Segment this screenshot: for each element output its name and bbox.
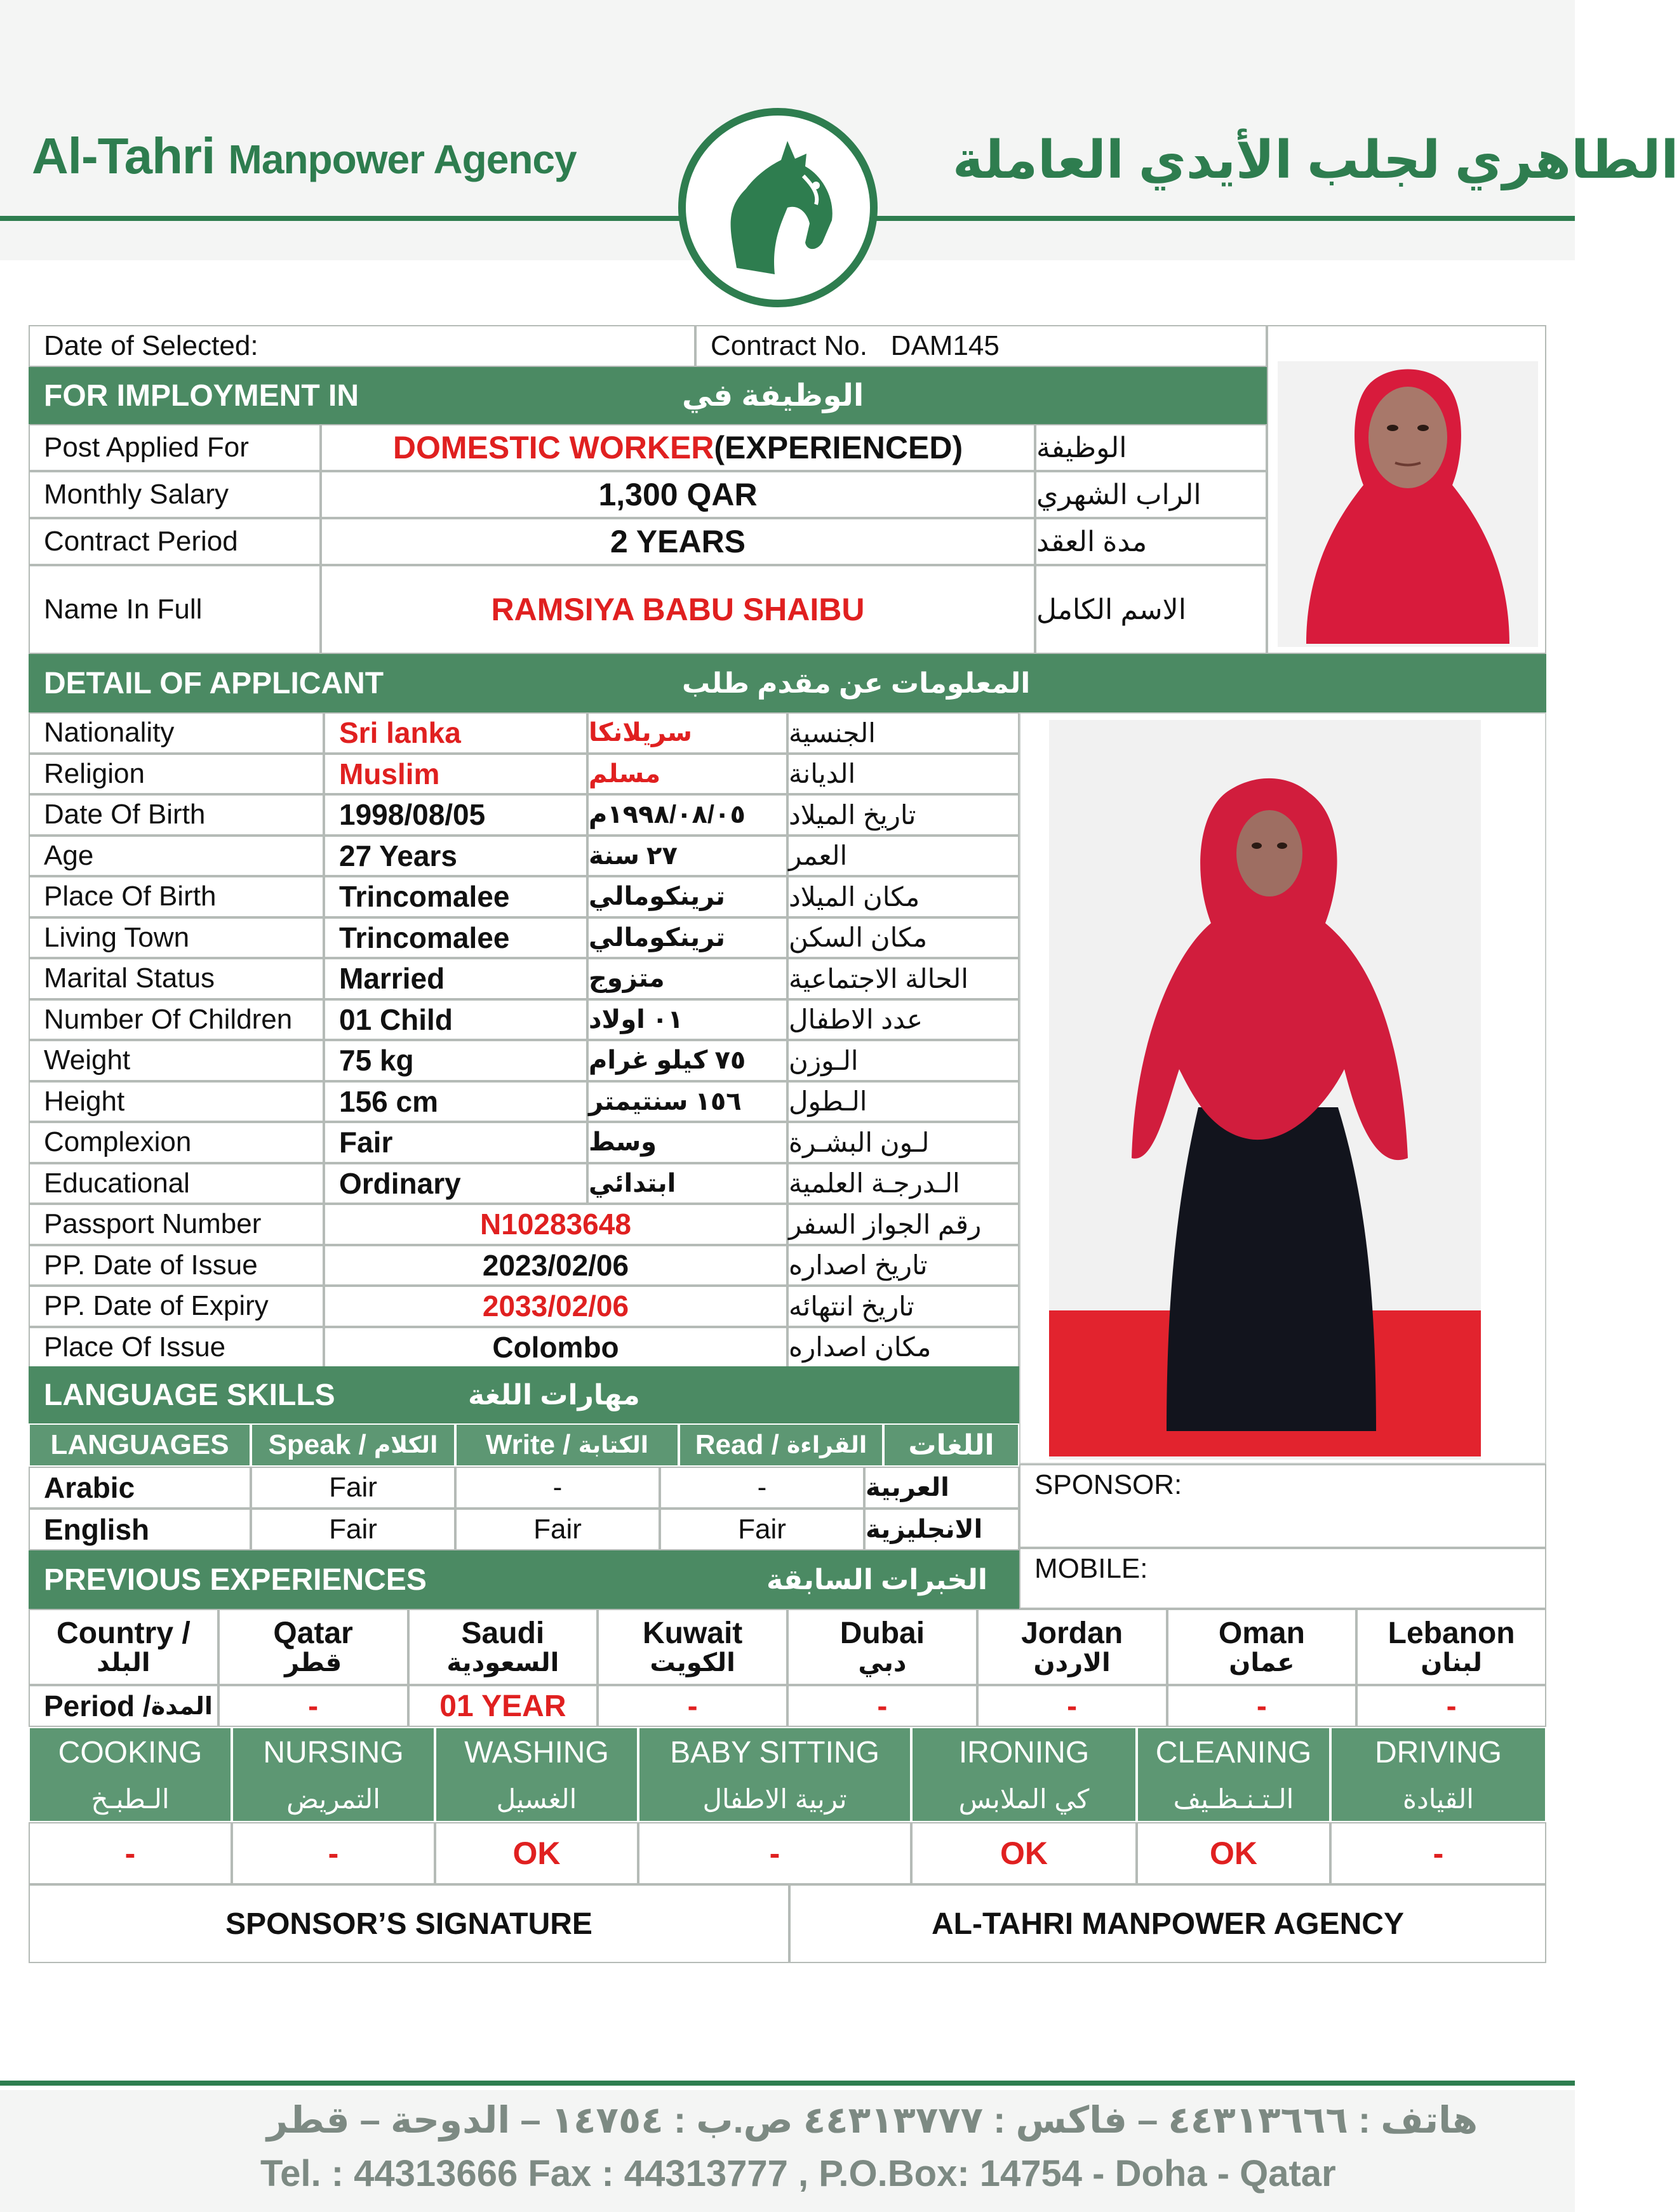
applicant-value-ar: ٠١ اولاد xyxy=(587,999,787,1041)
header-rule-left xyxy=(0,216,683,221)
applicant-value-ar: ترينكومالي xyxy=(587,876,787,917)
horse-logo-icon xyxy=(678,108,878,307)
skill-header: NURSING التمريض xyxy=(232,1727,435,1822)
applicant-label-ar: لـون البشـرة xyxy=(787,1122,1019,1163)
period-value: - xyxy=(218,1685,408,1727)
applicant-label: Height xyxy=(29,1081,324,1123)
applicant-value: Married xyxy=(324,958,587,999)
language-speak: Fair xyxy=(251,1467,455,1509)
skill-value: - xyxy=(232,1822,435,1884)
full-body-photo xyxy=(1020,714,1545,1463)
full-photo-frame xyxy=(1019,712,1546,1464)
language-write: Fair xyxy=(455,1509,660,1550)
applicant-value: 01 Child xyxy=(324,999,587,1041)
passport-label-ar: رقم الجواز السفر xyxy=(787,1204,1019,1245)
passport-label-ar: مكان اصداره xyxy=(787,1327,1019,1368)
applicant-label: Marital Status xyxy=(29,958,324,999)
applicant-label-ar: مكان الميلاد xyxy=(787,876,1019,917)
passport-label-ar: تاريخ انتهائه xyxy=(787,1286,1019,1327)
applicant-label: Living Town xyxy=(29,917,324,959)
passport-label: PP. Date of Expiry xyxy=(29,1286,324,1327)
skill-value: OK xyxy=(1137,1822,1330,1884)
passport-value: 2033/02/06 xyxy=(324,1286,787,1327)
contract-period-label-ar: مدة العقد xyxy=(1035,518,1267,565)
experience-title-ar: الخبرات السابقة xyxy=(765,1550,1019,1609)
sponsor-field: SPONSOR: xyxy=(1019,1464,1546,1548)
employment-title-ar: الوظيفة في xyxy=(681,367,1267,424)
agency-name-en: Al-Tahri Manpower Agency xyxy=(32,128,577,184)
mobile-field: MOBILE: xyxy=(1019,1548,1546,1609)
contract-period-label: Contract Period xyxy=(29,518,321,565)
skill-value: - xyxy=(29,1822,232,1884)
country-header: Saudi السعودية xyxy=(408,1609,598,1685)
agency-name-ar: الطاهري لجلب الأيدي العاملة xyxy=(953,131,1679,189)
skill-header: IRONING كي الملابس xyxy=(911,1727,1137,1822)
language-write: - xyxy=(455,1467,660,1509)
header-rule-right xyxy=(873,216,1575,221)
applicant-label-ar: مكان السكن xyxy=(787,917,1019,959)
passport-value: 2023/02/06 xyxy=(324,1245,787,1286)
applicant-label: Educational xyxy=(29,1163,324,1204)
salary-label-ar: الراب الشهري xyxy=(1035,471,1267,518)
full-name-value: RAMSIYA BABU SHAIBU xyxy=(321,565,1035,654)
applicant-label-ar: الـطول xyxy=(787,1081,1019,1123)
applicant-value: Sri lanka xyxy=(324,712,587,754)
applicant-label: Number Of Children xyxy=(29,999,324,1041)
country-header: Jordan الاردن xyxy=(977,1609,1167,1685)
applicant-value: Muslim xyxy=(324,754,587,795)
applicant-label-ar: الـوزن xyxy=(787,1040,1019,1081)
language-speak: Fair xyxy=(251,1509,455,1550)
contract-number: Contract No. DAM145 xyxy=(695,325,1267,367)
applicant-value-ar: ٧٥ كيلو غرام xyxy=(587,1040,787,1081)
applicant-title-en: DETAIL OF APPLICANT xyxy=(29,654,681,712)
skill-header: WASHING الغسيل xyxy=(435,1727,638,1822)
lang-header-read: Read / القراءة xyxy=(679,1423,883,1467)
applicant-label: Nationality xyxy=(29,712,324,754)
applicant-label-ar: الديانة xyxy=(787,754,1019,795)
applicant-value-ar: سريلانكا xyxy=(587,712,787,754)
applicant-label-ar: عدد الاطفال xyxy=(787,999,1019,1041)
language-title-ar: مهارات اللغة xyxy=(467,1366,1019,1423)
applicant-value: 75 kg xyxy=(324,1040,587,1081)
lang-header-ar: اللغات xyxy=(883,1423,1019,1467)
applicant-label: Religion xyxy=(29,754,324,795)
lang-header-write: Write / الكتابة xyxy=(455,1423,679,1467)
passport-value: Colombo xyxy=(324,1327,787,1368)
country-header: Lebanon لبنان xyxy=(1356,1609,1546,1685)
applicant-value: Trincomalee xyxy=(324,876,587,917)
lang-header-speak: Speak / الكلام xyxy=(251,1423,455,1467)
skill-value: - xyxy=(1330,1822,1546,1884)
language-name: Arabic xyxy=(29,1467,251,1509)
language-title-en: LANGUAGE SKILLS xyxy=(29,1366,467,1423)
applicant-value: 156 cm xyxy=(324,1081,587,1123)
post-label: Post Applied For xyxy=(29,424,321,471)
footer-contact-ar: هاتف : ٤٤٣١٣٦٦٦ – فاكس : ٤٤٣١٣٧٧٧ ص.ب : ١٤٧٥٤ – الدوحة – قطر xyxy=(267,2100,1478,2141)
skill-header: DRIVING القيادة xyxy=(1330,1727,1546,1822)
applicant-value-ar: متزوج xyxy=(587,958,787,999)
period-value: 01 YEAR xyxy=(408,1685,598,1727)
applicant-value: Fair xyxy=(324,1122,587,1163)
passport-label: Place Of Issue xyxy=(29,1327,324,1368)
applicant-label-ar: الـدرجـة العلمية xyxy=(787,1163,1019,1204)
country-header: Country / البلد xyxy=(29,1609,218,1685)
language-name-ar: الانجليزية xyxy=(864,1509,1019,1550)
period-value: - xyxy=(787,1685,977,1727)
applicant-label-ar: العمر xyxy=(787,836,1019,877)
period-value: - xyxy=(1356,1685,1546,1727)
country-header: Qatar قطر xyxy=(218,1609,408,1685)
skill-value: - xyxy=(638,1822,911,1884)
period-value: - xyxy=(598,1685,787,1727)
passport-label: PP. Date of Issue xyxy=(29,1245,324,1286)
applicant-label-ar: الجنسية xyxy=(787,712,1019,754)
passport-label: Passport Number xyxy=(29,1204,324,1245)
language-name-ar: العربية xyxy=(864,1467,1019,1509)
applicant-value-ar: مسلم xyxy=(587,754,787,795)
applicant-label: Place Of Birth xyxy=(29,876,324,917)
post-value: DOMESTIC WORKER (EXPERIENCED) xyxy=(321,424,1035,471)
applicant-title-ar: المعلومات عن مقدم طلب xyxy=(681,654,1546,712)
post-label-ar: الوظيفة xyxy=(1035,424,1267,471)
applicant-value-ar: ١٩٩٨/٠٨/٠٥م xyxy=(587,794,787,836)
applicant-value: Ordinary xyxy=(324,1163,587,1204)
passport-label-ar: تاريخ اصداره xyxy=(787,1245,1019,1286)
applicant-label: Age xyxy=(29,836,324,877)
full-name-label: Name In Full xyxy=(29,565,321,654)
agency-signature-box: AL-TAHRI MANPOWER AGENCY xyxy=(789,1884,1546,1963)
applicant-value: Trincomalee xyxy=(324,917,587,959)
skill-header: CLEANING الـتـنـظـيف xyxy=(1137,1727,1330,1822)
applicant-label: Date Of Birth xyxy=(29,794,324,836)
employment-title-en: FOR IMPLOYMENT IN xyxy=(29,367,681,424)
skill-header: COOKING الـطبـخ xyxy=(29,1727,232,1822)
passport-photo xyxy=(1268,326,1545,653)
salary-label: Monthly Salary xyxy=(29,471,321,518)
language-read: Fair xyxy=(660,1509,864,1550)
language-read: - xyxy=(660,1467,864,1509)
lang-header-languages: LANGUAGES xyxy=(29,1423,251,1467)
applicant-value: 27 Years xyxy=(324,836,587,877)
country-header: Kuwait الكويت xyxy=(598,1609,787,1685)
passport-value: N10283648 xyxy=(324,1204,787,1245)
period-value: - xyxy=(1167,1685,1357,1727)
applicant-value-ar: ترينكومالي xyxy=(587,917,787,959)
experience-title-en: PREVIOUS EXPERIENCES xyxy=(29,1550,765,1609)
applicant-label: Weight xyxy=(29,1040,324,1081)
footer-contact-en: Tel. : 44313666 Fax : 44313777 , P.O.Box: 14754 - Doha - Qatar xyxy=(260,2153,1336,2194)
period-value: - xyxy=(977,1685,1167,1727)
country-header: Dubai دبي xyxy=(787,1609,977,1685)
skill-value: OK xyxy=(435,1822,638,1884)
applicant-label-ar: الحالة الاجتماعية xyxy=(787,958,1019,999)
sponsor-signature-box: SPONSOR’S SIGNATURE xyxy=(29,1884,789,1963)
country-header: Oman عمان xyxy=(1167,1609,1357,1685)
full-name-label-ar: الاسم الكامل xyxy=(1035,565,1267,654)
skill-header: BABY SITTING تربية الاطفال xyxy=(638,1727,911,1822)
contract-period-value: 2 YEARS xyxy=(321,518,1035,565)
language-name: English xyxy=(29,1509,251,1550)
applicant-label: Complexion xyxy=(29,1122,324,1163)
passport-photo-frame xyxy=(1267,325,1546,654)
skill-value: OK xyxy=(911,1822,1137,1884)
applicant-value-ar: وسط xyxy=(587,1122,787,1163)
footer-rule xyxy=(0,2081,1575,2086)
salary-value: 1,300 QAR xyxy=(321,471,1035,518)
date-selected-label: Date of Selected: xyxy=(29,325,695,367)
applicant-value-ar: ١٥٦ سنتيمتر xyxy=(587,1081,787,1123)
applicant-label-ar: تاريخ الميلاد xyxy=(787,794,1019,836)
letterhead xyxy=(0,0,1679,260)
applicant-value-ar: ٢٧ سنة xyxy=(587,836,787,877)
applicant-value-ar: ابتدائي xyxy=(587,1163,787,1204)
period-label: Period / المدة xyxy=(29,1685,218,1727)
applicant-value: 1998/08/05 xyxy=(324,794,587,836)
